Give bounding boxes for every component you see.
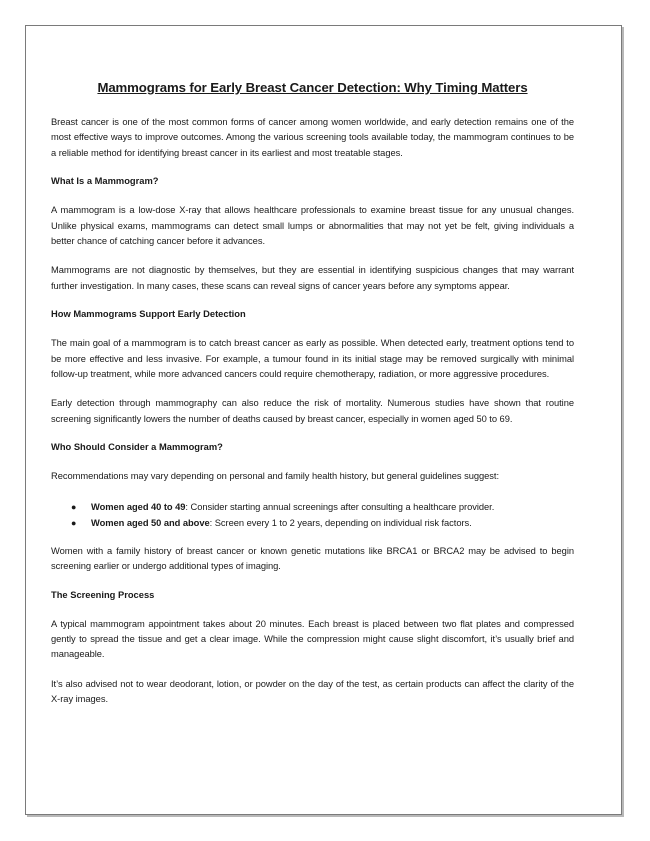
section-heading-what-is: What Is a Mammogram? <box>51 176 159 187</box>
bullet-icon: ● <box>71 517 77 528</box>
list-item-bold: Women aged 40 to 49 <box>91 501 186 512</box>
who-should-paragraph-2: Women with a family history of breast cancer or known genetic mutations like BRCA1 or BRCA2 may be advised to begin screening earlier or undergo additional types of imaging. <box>51 545 574 572</box>
screening-process-paragraph-1: A typical mammogram appointment takes about 20 minutes. Each breast is placed between two flat plates and compressed gently to spread the tissue and get a clear image. While the compression might cause slight discomfort, it’s usually brief and manageable. <box>51 618 574 660</box>
list-item <box>51 515 574 531</box>
document-title: Mammograms for Early Breast Cancer Detection: Why Timing Matters <box>97 80 528 95</box>
guidelines-list <box>51 499 574 531</box>
early-detection-paragraph-1: The main goal of a mammogram is to catch breast cancer as early as possible. When detected early, treatment options tend to be more effective and less invasive. For example, a tumour found in its initial stage may be removed surgically with minimal follow-up treatment, while more advanced cancers could require chemotherapy, radiation, or more aggressive procedures. <box>51 338 574 380</box>
screening-process-paragraph-2: It’s also advised not to wear deodorant, lotion, or powder on the day of the test, as certain products can affect the clarity of the X-ray images. <box>51 678 574 705</box>
list-item <box>51 499 574 515</box>
intro-paragraph: Breast cancer is one of the most common forms of cancer among women worldwide, and early detection remains one of the most effective ways to improve outcomes. Among the various screening tools available today, the mammogram continues to be a reliable method for identifying breast cancer in its earliest and most treatable stages. <box>51 117 574 158</box>
who-should-paragraph-1: Recommendations may vary depending on personal and family health history, but general guidelines suggest: <box>51 471 500 482</box>
section-heading-early-detection: How Mammograms Support Early Detection <box>51 309 246 320</box>
list-item-bold: Women aged 50 and above <box>91 517 210 528</box>
early-detection-paragraph-2: Early detection through mammography can also reduce the risk of mortality. Numerous studies have shown that routine screening significantly lowers the number of deaths caused by breast cancer, especially in women aged 50 to 69. <box>51 398 574 424</box>
document-body <box>51 80 574 722</box>
bullet-icon: ● <box>71 501 77 512</box>
list-item-text: : Consider starting annual screenings after consulting a healthcare provider. <box>185 501 495 512</box>
section-heading-who-should: Who Should Consider a Mammogram? <box>51 442 223 453</box>
what-is-paragraph-2: Mammograms are not diagnostic by themselves, but they are essential in identifying suspicious changes that may warrant further investigation. In many cases, these scans can reveal signs of cancer years before any symptoms appear. <box>51 265 574 291</box>
list-item-text: : Screen every 1 to 2 years, depending on individual risk factors. <box>209 517 472 528</box>
what-is-paragraph-1: A mammogram is a low-dose X-ray that allows healthcare professionals to examine breast tissue for any unusual changes. Unlike physical exams, mammograms can detect small lumps or abnormalities that may not yet be felt, giving individuals a better chance of catching cancer before it advances. <box>51 205 574 247</box>
section-heading-screening-process: The Screening Process <box>51 589 155 600</box>
